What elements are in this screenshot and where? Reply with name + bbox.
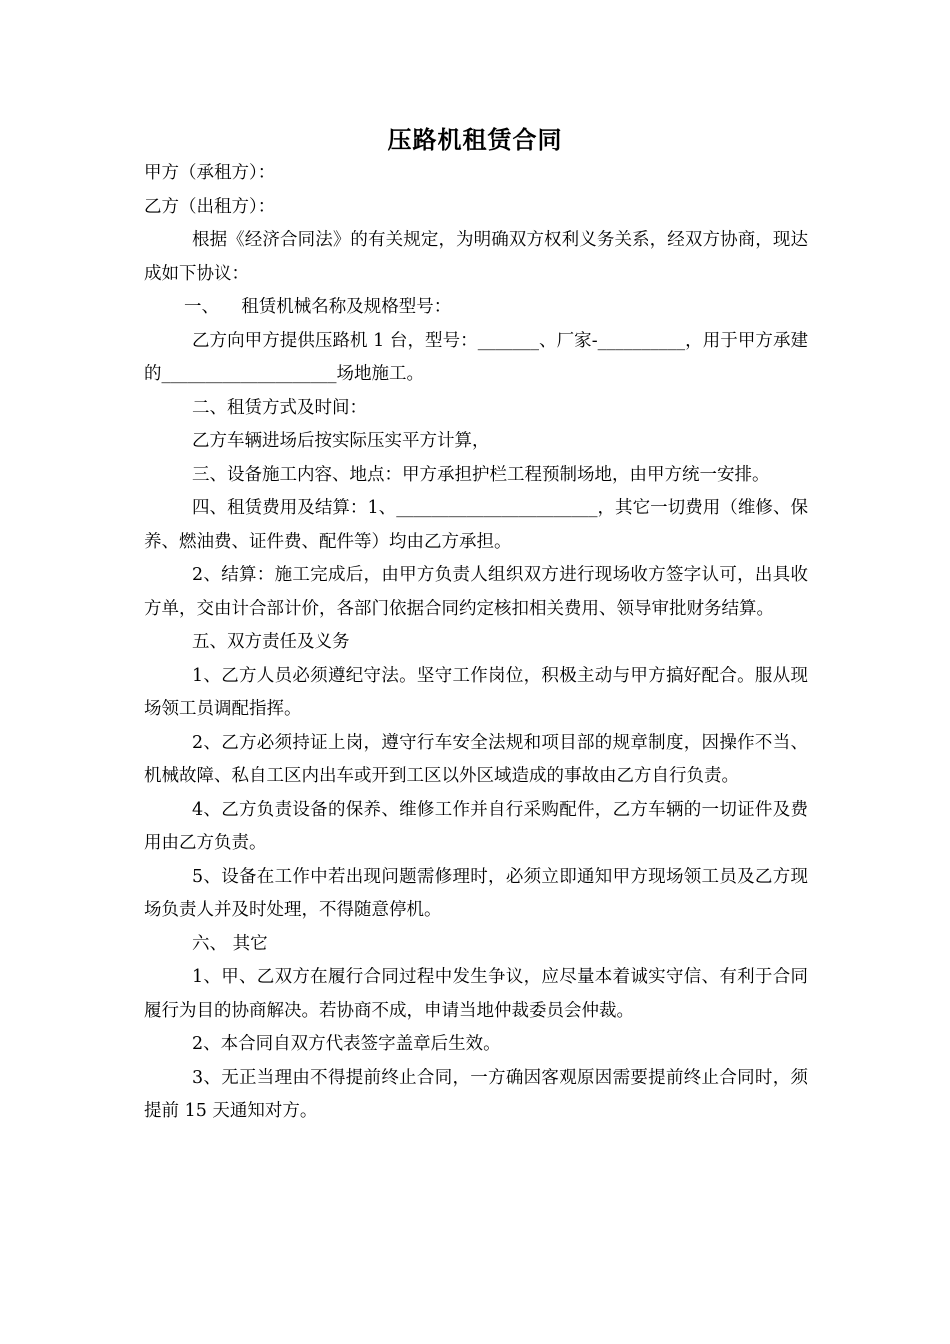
other-item-2: 2、本合同自双方代表签字盖章后生效。 xyxy=(192,1034,501,1054)
equipment-paragraph: 乙方向甲方提供压路机 1 台，型号：_______、厂家-__________，用于甲方承建的____________________场地施工。 xyxy=(144,330,808,384)
responsibility-item-5: 5、设备在工作中若出现问题需修理时，必须立即通知甲方现场领工员及乙方现场负责人并及时处理，不得随意停机。 xyxy=(144,866,808,920)
party-a-line: 甲方（承租方）： xyxy=(144,163,276,183)
contract-body xyxy=(144,157,808,1129)
section-heading-fees: 四、租赁费用及结算：1、_______________________，其它一切费用（维修、保养、燃油费、证件费、配件等）均由乙方承担。 xyxy=(144,498,808,552)
preamble-paragraph: 根据《经济合同法》的有关规定，为明确双方权利义务关系，经双方协商，现达成如下协议： xyxy=(144,230,808,284)
party-b-line: 乙方（出租方）： xyxy=(144,196,276,217)
page-title: 压路机租赁合同 xyxy=(387,125,563,154)
other-item-1: 1、甲、乙双方在履行合同过程中发生争议，应尽量本着诚实守信、有利于合同履行为目的协商解决。若协商不成，申请当地仲裁委员会仲裁。 xyxy=(144,967,808,1021)
responsibility-item-2: 2、乙方必须持证上岗，遵守行车安全法规和项目部的规章制度，因操作不当、机械故障、私自工区内出车或开到工区以外区域造成的事故由乙方自行负责。 xyxy=(144,732,808,786)
section-heading-other: 六、 其它 xyxy=(192,933,268,954)
other-item-3: 3、无正当理由不得提前终止合同，一方确因客观原因需要提前终止合同时，须提前 15 天通知对方。 xyxy=(144,1067,808,1121)
responsibility-item-1: 1、乙方人员必须遵纪守法。坚守工作岗位，积极主动与甲方搞好配合。服从现场领工员调配指挥。 xyxy=(144,665,808,719)
section-heading-responsibilities: 五、双方责任及义务 xyxy=(192,632,350,652)
responsibility-item-4: 4、乙方负责设备的保养、维修工作并自行采购配件，乙方车辆的一切证件及费用由乙方负责。 xyxy=(144,799,808,853)
lease-method-paragraph: 乙方车辆进场后按实际压实平方计算， xyxy=(192,431,490,451)
settlement-paragraph: 2、结算：施工完成后，由甲方负责人组织双方进行现场收方签字认可，出具收方单，交由计合部计价，各部门依据合同约定核扣相关费用、领导审批财务结算。 xyxy=(144,565,808,619)
section-heading-construction: 三、设备施工内容、地点：甲方承担护栏工程预制场地，由甲方统一安排。 xyxy=(192,464,770,485)
section-heading-lease-method: 二、租赁方式及时间： xyxy=(192,397,367,418)
section-heading-equipment: 一、 租赁机械名称及规格型号： xyxy=(184,297,452,317)
